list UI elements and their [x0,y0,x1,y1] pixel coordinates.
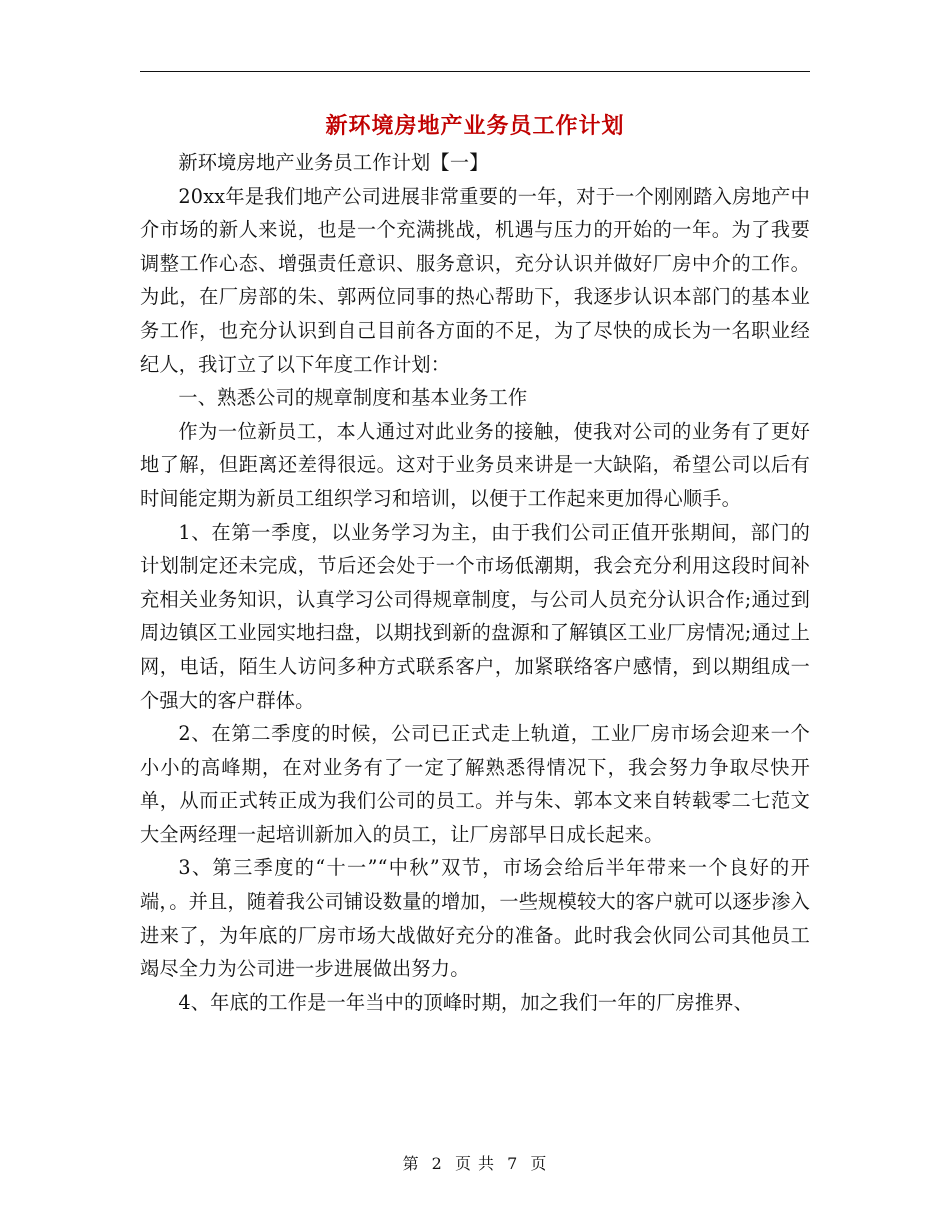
paragraph-intro: 20xx年是我们地产公司进展非常重要的一年，对于一个刚刚踏入房地产中介市场的新人来说，也是一个充满挑战，机遇与压力的开始的一年。为了我要调整工作心态、增强责任意识、服务意识，充分认识并做好厂房中介的工作。为此，在厂房部的朱、郭两位同事的热心帮助下，我逐步认识本部门的基本业务工作，也充分认识到自己目前各方面的不足，为了尽快的成长为一名职业经纪人，我订立了以下年度工作计划： [140,184,810,376]
paragraph-heading-1: 新环境房地产业务员工作计划【一】 [178,151,489,174]
paragraph-q4: 4、年底的工作是一年当中的顶峰时期，加之我们一年的厂房推界、 [178,990,754,1014]
paragraph-section-1-body: 作为一位新员工，本人通过对此业务的接触，使我对公司的业务有了更好地了解，但距离还差得很远。这对于业务员来讲是一大缺陷，希望公司以后有时间能定期为新员工组织学习和培训，以便于工作起来更加得心顺手。 [140,419,810,510]
header-rule [140,71,810,72]
paragraph-q3: 3、第三季度的“十一”“中秋”双节，市场会给后半年带来一个良好的开端，。并且，随着我公司铺设数量的增加，一些规模较大的客户就可以逐步渗入进来了，为年底的厂房市场大战做好充分的准备。此时我会伙同公司其他员工竭尽全力为公司进一步进展做出努力。 [140,856,810,981]
page-footer [0,1152,950,1176]
footer-suffix: 页 [530,1154,548,1173]
footer-total-pages: 7 [507,1154,519,1173]
footer-middle: 页 共 [454,1154,496,1173]
paragraph-section-1: 一、熟悉公司的规章制度和基本业务工作 [178,386,528,410]
paragraph-q2: 2、在第二季度的时候，公司已正式走上轨道，工业厂房市场会迎来一个小小的高峰期，在对业务有了一定了解熟悉得情况下，我会努力争取尽快开单，从而正式转正成为我们公司的员工。并与朱、郭本文来自转载零二七范文大全两经理一起培训新加入的员工，让厂房部早日成长起来。 [140,722,810,846]
footer-prefix: 第 [402,1154,420,1173]
document-body [140,146,810,1019]
paragraph-q1: 1、在第一季度，以业务学习为主，由于我们公司正值开张期间，部门的计划制定还未完成，节后还会处于一个市场低潮期，我会充分利用这段时间补充相关业务知识，认真学习公司得规章制度，与公司人员充分认识合作;通过到周边镇区工业园实地扫盘，以期找到新的盘源和了解镇区工业厂房情况;通过上网，电话，陌生人访问多种方式联系客户，加紧联络客户感情，到以期组成一个强大的客户群体。 [140,520,810,712]
document-title: 新环境房地产业务员工作计划 [325,113,625,139]
footer-current-page: 2 [431,1154,443,1173]
